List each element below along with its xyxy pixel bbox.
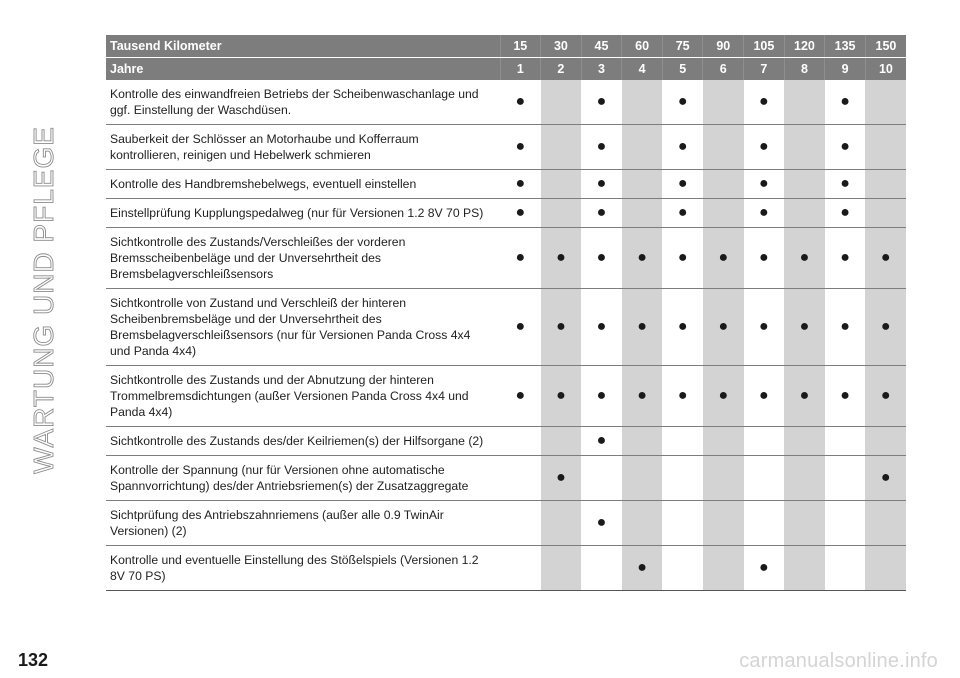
header-km-value: 105: [744, 35, 785, 58]
check-dot-icon: ●: [759, 387, 769, 404]
interval-cell: [662, 427, 703, 456]
interval-cell: [622, 199, 663, 228]
interval-cell: [581, 199, 622, 228]
interval-cell: [865, 170, 906, 199]
interval-cell: [744, 125, 785, 170]
check-dot-icon: ●: [677, 249, 688, 266]
header-year-value: 9: [825, 58, 866, 81]
check-dot-icon: ●: [840, 138, 850, 155]
interval-cell: [865, 456, 906, 501]
check-dot-icon: ●: [840, 318, 850, 335]
check-dot-icon: ●: [556, 387, 566, 404]
check-dot-icon: ●: [759, 249, 769, 266]
header-km-value: 60: [622, 35, 663, 58]
interval-cell: [541, 546, 582, 591]
interval-cell: [622, 289, 663, 366]
header-km-value: 75: [662, 35, 703, 58]
interval-cell: [784, 501, 825, 546]
check-dot-icon: ●: [596, 175, 607, 192]
interval-cell: [744, 228, 785, 289]
check-dot-icon: ●: [677, 175, 688, 192]
interval-cell: [500, 228, 541, 289]
interval-cell: [581, 170, 622, 199]
interval-cell: [581, 366, 622, 427]
check-dot-icon: ●: [637, 559, 647, 576]
check-dot-icon: ●: [880, 387, 891, 404]
interval-cell: [703, 80, 744, 125]
interval-cell: [541, 456, 582, 501]
interval-cell: [825, 289, 866, 366]
interval-cell: [581, 80, 622, 125]
maintenance-schedule-table: [106, 35, 906, 591]
interval-cell: [662, 456, 703, 501]
interval-cell: [865, 546, 906, 591]
check-dot-icon: ●: [840, 387, 850, 404]
check-dot-icon: ●: [840, 204, 850, 221]
interval-cell: [541, 501, 582, 546]
interval-cell: [500, 456, 541, 501]
interval-cell: [581, 228, 622, 289]
check-dot-icon: ●: [718, 387, 729, 404]
interval-cell: [500, 170, 541, 199]
header-year-value: 3: [581, 58, 622, 81]
interval-cell: [865, 289, 906, 366]
table-row: [106, 125, 906, 170]
check-dot-icon: ●: [880, 469, 891, 486]
table-row: [106, 80, 906, 125]
header-km-value: 135: [825, 35, 866, 58]
interval-cell: [622, 546, 663, 591]
table-row: [106, 228, 906, 289]
interval-cell: [744, 546, 785, 591]
interval-cell: [500, 501, 541, 546]
check-dot-icon: ●: [556, 469, 566, 486]
maintenance-item-description: Sichtkontrolle des Zustands des/der Keilriemen(s) der Hilfsorgane (2): [106, 427, 500, 456]
interval-cell: [784, 456, 825, 501]
interval-cell: [541, 170, 582, 199]
interval-cell: [622, 125, 663, 170]
check-dot-icon: ●: [637, 318, 647, 335]
interval-cell: [825, 366, 866, 427]
interval-cell: [784, 546, 825, 591]
interval-cell: [825, 228, 866, 289]
interval-cell: [744, 199, 785, 228]
interval-cell: [581, 125, 622, 170]
interval-cell: [581, 501, 622, 546]
interval-cell: [825, 125, 866, 170]
maintenance-item-description: Sauberkeit der Schlösser an Motorhaube und Kofferraum kontrollieren, reinigen und Hebelwerk schmieren: [106, 125, 500, 170]
table-row: [106, 170, 906, 199]
interval-cell: [662, 546, 703, 591]
interval-cell: [500, 125, 541, 170]
check-dot-icon: ●: [759, 318, 769, 335]
interval-cell: [581, 427, 622, 456]
interval-cell: [622, 80, 663, 125]
interval-cell: [500, 427, 541, 456]
header-km-value: 150: [865, 35, 906, 58]
interval-cell: [581, 289, 622, 366]
interval-cell: [703, 289, 744, 366]
interval-cell: [784, 228, 825, 289]
header-year-value: 8: [784, 58, 825, 81]
check-dot-icon: ●: [677, 204, 688, 221]
header-year-value: 5: [662, 58, 703, 81]
check-dot-icon: ●: [596, 93, 607, 110]
check-dot-icon: ●: [515, 175, 526, 192]
check-dot-icon: ●: [596, 432, 607, 449]
maintenance-item-description: Einstellprüfung Kupplungspedalweg (nur für Versionen 1.2 8V 70 PS): [106, 199, 500, 228]
interval-cell: [500, 289, 541, 366]
check-dot-icon: ●: [596, 249, 607, 266]
interval-cell: [825, 501, 866, 546]
check-dot-icon: ●: [840, 93, 850, 110]
interval-cell: [622, 228, 663, 289]
check-dot-icon: ●: [596, 204, 607, 221]
table-row: [106, 366, 906, 427]
interval-cell: [703, 199, 744, 228]
check-dot-icon: ●: [759, 93, 769, 110]
interval-cell: [662, 289, 703, 366]
header-year-label: Jahre: [106, 58, 500, 81]
check-dot-icon: ●: [880, 249, 891, 266]
table-header: [106, 35, 906, 80]
maintenance-item-description: Sichtkontrolle des Zustands und der Abnutzung der hinteren Trommelbremsdichtungen (außer Versionen Panda Cross 4x4 und Panda 4x4): [106, 366, 500, 427]
interval-cell: [662, 125, 703, 170]
interval-cell: [744, 80, 785, 125]
header-row-km: [106, 35, 906, 58]
check-dot-icon: ●: [515, 138, 526, 155]
interval-cell: [825, 546, 866, 591]
interval-cell: [784, 80, 825, 125]
interval-cell: [500, 366, 541, 427]
check-dot-icon: ●: [677, 318, 688, 335]
header-row-years: [106, 58, 906, 81]
interval-cell: [662, 366, 703, 427]
check-dot-icon: ●: [596, 318, 607, 335]
interval-cell: [541, 125, 582, 170]
interval-cell: [703, 427, 744, 456]
check-dot-icon: ●: [718, 249, 729, 266]
interval-cell: [865, 228, 906, 289]
check-dot-icon: ●: [596, 514, 607, 531]
interval-cell: [703, 546, 744, 591]
interval-cell: [744, 366, 785, 427]
table-row: [106, 199, 906, 228]
header-km-label: Tausend Kilometer: [106, 35, 500, 58]
check-dot-icon: ●: [515, 387, 526, 404]
check-dot-icon: ●: [799, 318, 810, 335]
check-dot-icon: ●: [759, 204, 769, 221]
interval-cell: [865, 80, 906, 125]
header-km-value: 90: [703, 35, 744, 58]
check-dot-icon: ●: [677, 387, 688, 404]
header-km-value: 45: [581, 35, 622, 58]
header-year-value: 10: [865, 58, 906, 81]
interval-cell: [662, 170, 703, 199]
page-number: 132: [18, 650, 49, 670]
header-year-value: 6: [703, 58, 744, 81]
interval-cell: [825, 170, 866, 199]
check-dot-icon: ●: [799, 387, 810, 404]
interval-cell: [703, 456, 744, 501]
interval-cell: [825, 199, 866, 228]
interval-cell: [865, 427, 906, 456]
interval-cell: [500, 199, 541, 228]
interval-cell: [744, 289, 785, 366]
check-dot-icon: ●: [880, 318, 891, 335]
maintenance-item-description: Kontrolle des Handbremshebelwegs, eventuell einstellen: [106, 170, 500, 199]
interval-cell: [662, 501, 703, 546]
table-row: [106, 546, 906, 591]
interval-cell: [541, 366, 582, 427]
header-year-value: 2: [541, 58, 582, 81]
interval-cell: [865, 501, 906, 546]
check-dot-icon: ●: [637, 249, 647, 266]
interval-cell: [784, 427, 825, 456]
table-row: [106, 427, 906, 456]
watermark: carmanualsonline.info: [739, 650, 938, 672]
interval-cell: [541, 80, 582, 125]
check-dot-icon: ●: [840, 249, 850, 266]
check-dot-icon: ●: [556, 249, 566, 266]
section-title: WARTUNG UND PFLEGE: [28, 126, 59, 474]
interval-cell: [825, 427, 866, 456]
interval-cell: [784, 199, 825, 228]
check-dot-icon: ●: [637, 387, 647, 404]
interval-cell: [500, 80, 541, 125]
interval-cell: [744, 170, 785, 199]
interval-cell: [744, 456, 785, 501]
interval-cell: [865, 199, 906, 228]
interval-cell: [703, 228, 744, 289]
table-row: [106, 289, 906, 366]
interval-cell: [784, 170, 825, 199]
interval-cell: [825, 456, 866, 501]
check-dot-icon: ●: [677, 138, 688, 155]
interval-cell: [703, 366, 744, 427]
interval-cell: [703, 501, 744, 546]
interval-cell: [825, 80, 866, 125]
check-dot-icon: ●: [596, 387, 607, 404]
maintenance-item-description: Sichtprüfung des Antriebszahnriemens (außer alle 0.9 TwinAir Versionen) (2): [106, 501, 500, 546]
check-dot-icon: ●: [799, 249, 810, 266]
header-km-value: 120: [784, 35, 825, 58]
interval-cell: [581, 456, 622, 501]
interval-cell: [541, 199, 582, 228]
interval-cell: [541, 289, 582, 366]
interval-cell: [703, 170, 744, 199]
header-km-value: 30: [541, 35, 582, 58]
check-dot-icon: ●: [677, 93, 688, 110]
table-body: [106, 80, 906, 591]
interval-cell: [622, 170, 663, 199]
check-dot-icon: ●: [759, 559, 769, 576]
check-dot-icon: ●: [515, 93, 526, 110]
maintenance-item-description: Sichtkontrolle des Zustands/Verschleißes der vorderen Bremsscheibenbeläge und der Unversehrtheit des Bremsbelagverschleißsensors: [106, 228, 500, 289]
check-dot-icon: ●: [759, 175, 769, 192]
header-year-value: 7: [744, 58, 785, 81]
interval-cell: [662, 228, 703, 289]
header-year-value: 1: [500, 58, 541, 81]
maintenance-item-description: Kontrolle der Spannung (nur für Versionen ohne automatische Spannvorrichtung) des/der Antriebsriemen(s) der Zusatzaggregate: [106, 456, 500, 501]
interval-cell: [744, 501, 785, 546]
interval-cell: [500, 546, 541, 591]
interval-cell: [703, 125, 744, 170]
interval-cell: [622, 501, 663, 546]
interval-cell: [865, 366, 906, 427]
interval-cell: [622, 456, 663, 501]
table-row: [106, 456, 906, 501]
interval-cell: [784, 125, 825, 170]
interval-cell: [622, 366, 663, 427]
header-year-value: 4: [622, 58, 663, 81]
header-km-value: 15: [500, 35, 541, 58]
interval-cell: [662, 80, 703, 125]
interval-cell: [622, 427, 663, 456]
check-dot-icon: ●: [596, 138, 607, 155]
maintenance-item-description: Kontrolle und eventuelle Einstellung des Stößelspiels (Versionen 1.2 8V 70 PS): [106, 546, 500, 591]
interval-cell: [865, 125, 906, 170]
check-dot-icon: ●: [515, 204, 526, 221]
check-dot-icon: ●: [718, 318, 729, 335]
check-dot-icon: ●: [515, 318, 526, 335]
interval-cell: [784, 366, 825, 427]
interval-cell: [541, 228, 582, 289]
check-dot-icon: ●: [759, 138, 769, 155]
check-dot-icon: ●: [840, 175, 850, 192]
table-row: [106, 501, 906, 546]
interval-cell: [581, 546, 622, 591]
check-dot-icon: ●: [556, 318, 566, 335]
interval-cell: [541, 427, 582, 456]
maintenance-item-description: Sichtkontrolle von Zustand und Verschleiß der hinteren Scheibenbremsbeläge und der Unversehrtheit des Bremsbelagverschleißsensors (nur für Versionen Panda Cross 4x4 und Panda 4x4): [106, 289, 500, 366]
interval-cell: [744, 427, 785, 456]
interval-cell: [662, 199, 703, 228]
interval-cell: [784, 289, 825, 366]
check-dot-icon: ●: [515, 249, 526, 266]
maintenance-item-description: Kontrolle des einwandfreien Betriebs der Scheibenwaschanlage und ggf. Einstellung der Waschdüsen.: [106, 80, 500, 125]
